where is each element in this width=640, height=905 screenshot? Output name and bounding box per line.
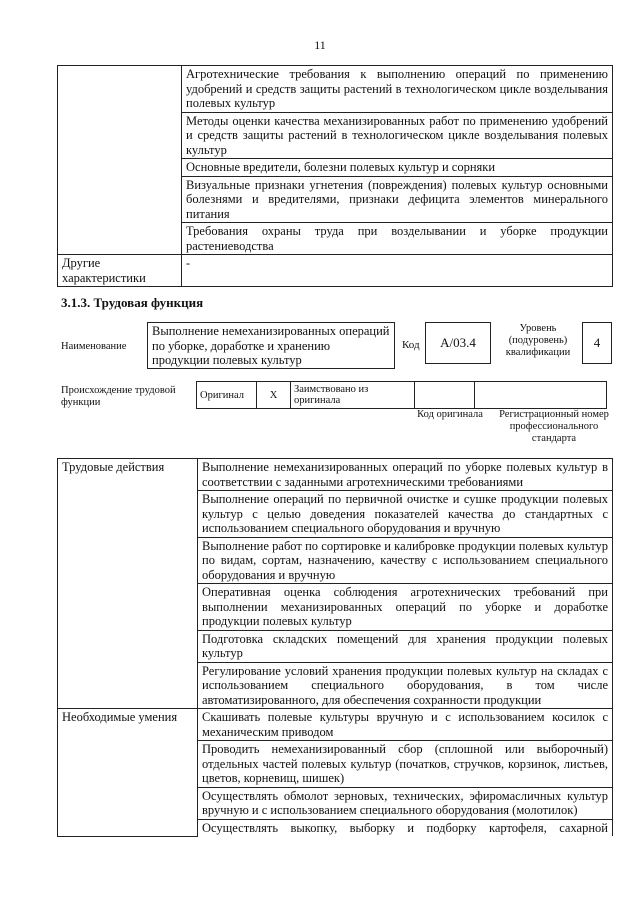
reg-number-caption: Регистрационный номер профессионального стандарта	[499, 409, 609, 444]
knowledge-table	[57, 65, 613, 287]
skill-item: Скашивать полевые культуры вручную и с использованием косилок с механическим приводом	[198, 709, 613, 741]
page-number: 11	[314, 38, 326, 52]
label-cell-empty	[58, 66, 182, 255]
action-item: Подготовка складских помещений для хранения продукции полевых культур	[198, 630, 613, 662]
actions-label: Трудовые действия	[58, 459, 198, 709]
origin-table	[196, 381, 607, 409]
knowledge-item: Визуальные признаки угнетения (повреждения) полевых культур основными болезнями и вредителями, признаки дефицита элементов минерального питания	[182, 176, 613, 223]
function-code-box: A/03.4	[425, 322, 491, 364]
skill-item: Осуществлять обмолот зерновых, технических, эфиромасличных культур вручную и с использованием специального оборудования (молотилок)	[198, 787, 613, 819]
skills-label: Необходимые умения	[58, 709, 198, 837]
code-original-cell	[415, 382, 475, 409]
knowledge-item: Требования охраны труда при возделывании и уборке продукции растениеводства	[182, 223, 613, 255]
action-item: Регулирование условий хранения продукции полевых культур на складах с использованием специального оборудования, в том числе автоматизированного, для обеспечения сохранности продукции	[198, 662, 613, 709]
origin-label: Происхождение трудовой функции	[61, 385, 176, 408]
code-label: Код	[402, 339, 420, 351]
action-item: Оперативная оценка соблюдения агротехнических требований при выполнении механизированных операций по уборке и доработке продукции полевых культур	[198, 584, 613, 631]
action-item: Выполнение немеханизированных операций по уборке полевых культур в соответствии с заданными агротехническими требованиями	[198, 459, 613, 491]
knowledge-item: Основные вредители, болезни полевых культур и сорняки	[182, 159, 613, 177]
action-item: Выполнение работ по сортировке и калибровке продукции полевых культур по видам, сортам, назначению, качеству с использованием специального оборудования и вручную	[198, 537, 613, 584]
knowledge-item: Агротехнические требования к выполнению операций по применению удобрений и средств защиты растений в технологическом цикле возделывания полевых культур	[182, 66, 613, 113]
action-item: Выполнение операций по первичной очистке и сушке продукции полевых культур с целью доведения показателей качества до стандартных с использованием специального оборудования и вручную	[198, 491, 613, 538]
borrowed-label: Заимствовано из оригинала	[291, 382, 415, 409]
skill-item: Проводить немеханизированный сбор (сплошной или выборочный) отдельных частей полевых культур (початков, стручков, корзинок, листьев, цветов, корневищ, шишек)	[198, 741, 613, 788]
qualification-level-box: 4	[582, 322, 612, 364]
qualification-level-label: Уровень (подуровень) квалификации	[505, 323, 571, 358]
knowledge-item: Методы оценки качества механизированных работ по применению удобрений и средств защиты растений в технологическом цикле возделывания полевых культур	[182, 112, 613, 159]
section-heading: 3.1.3. Трудовая функция	[61, 295, 204, 310]
function-name-box: Выполнение немеханизированных операций по уборке, доработке и хранению продукции полевых культур	[147, 322, 395, 369]
other-characteristics-value: -	[182, 255, 613, 287]
code-original-caption: Код оригинала	[417, 409, 483, 420]
labor-function-table	[57, 458, 613, 837]
other-characteristics-label: Другие характеристики	[58, 255, 182, 287]
reg-number-cell	[475, 382, 607, 409]
skill-item: Осуществлять выкопку, выборку и подборку картофеля, сахарной	[198, 819, 613, 836]
original-mark: X	[257, 382, 291, 409]
original-label: Оригинал	[197, 382, 257, 409]
name-label: Наименование	[61, 341, 127, 352]
